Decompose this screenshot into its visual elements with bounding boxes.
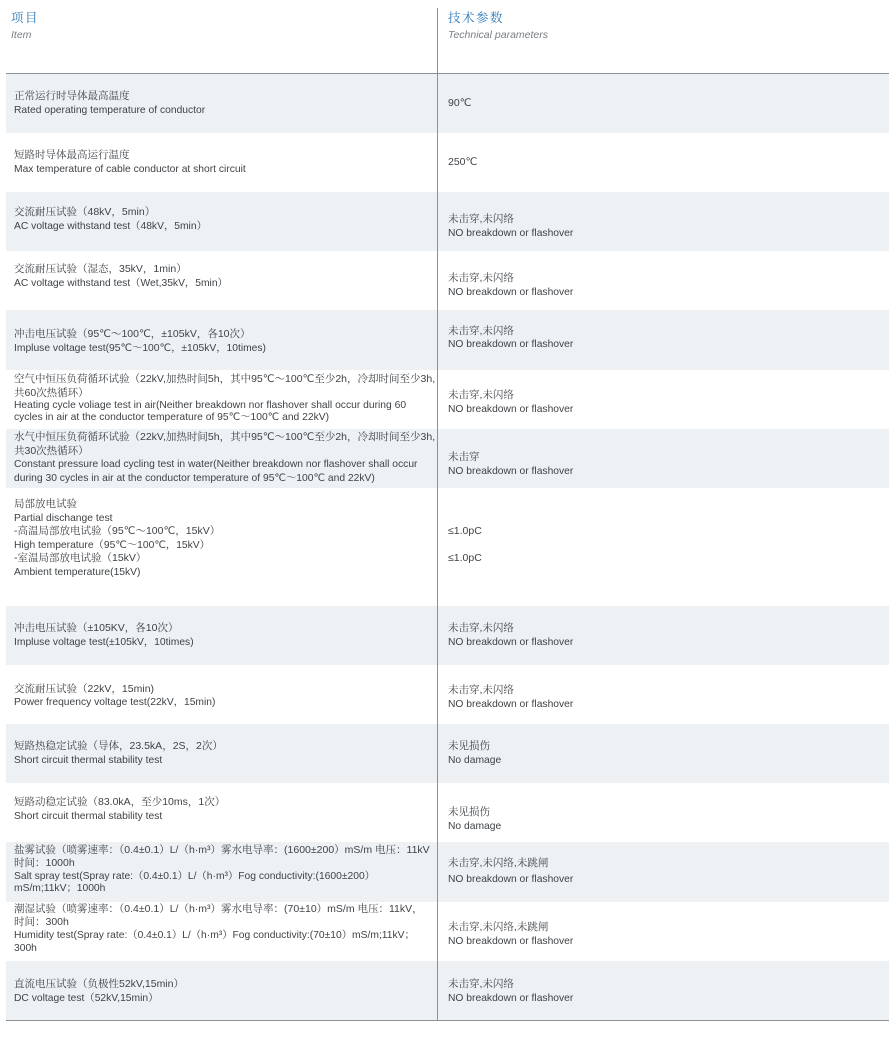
item-text: Ambient temperature(15kV) bbox=[14, 566, 141, 578]
item-text: Heating cycle voliage test in air(Neither breakdown nor flashover shall occur during 60 bbox=[14, 400, 407, 411]
param-header-en: Technical parameters bbox=[448, 29, 548, 41]
item-text: Humidity test(Spray rate:（0.4±0.1）L/（h·m³）Fog conductivity:(70±10）mS/m;11kV； bbox=[14, 929, 415, 941]
item-header-en: Item bbox=[11, 29, 32, 41]
param-cell bbox=[448, 902, 886, 961]
param-cell bbox=[448, 192, 886, 251]
item-cell bbox=[14, 488, 439, 606]
item-text: Constant pressure load cycling test in water(Neither breakdown nor flashover shall occur bbox=[14, 459, 418, 470]
param-text: NO breakdown or flashover bbox=[448, 403, 574, 415]
item-text: Salt spray test(Spray rate:（0.4±0.1）L/（h·m³）Fog conductivity:(1600±200） bbox=[14, 870, 375, 882]
item-text: Rated operating temperature of conductor bbox=[14, 104, 206, 116]
table-row bbox=[6, 133, 889, 192]
item-cell bbox=[14, 783, 439, 842]
item-text: 直流电压试验（负极性52kV,15min） bbox=[14, 978, 184, 990]
param-cell bbox=[448, 429, 886, 488]
item-text: Impluse voltage test(95℃～100℃，±105kV，10times) bbox=[14, 342, 266, 354]
param-text: 未击穿,未闪络 bbox=[448, 684, 514, 696]
item-text: mS/m;11kV；1000h bbox=[14, 883, 106, 894]
param-text: 未击穿,未闪络 bbox=[448, 213, 514, 225]
table-bottom-border bbox=[6, 1020, 889, 1021]
item-text: 水气中恒压负荷循环试验（22kV,加热时间5h，其中95℃～100℃至少2h，冷却时间至少3h, bbox=[14, 431, 436, 443]
table-row bbox=[6, 310, 889, 370]
param-text: 未击穿,未闪络 bbox=[448, 978, 514, 990]
param-cell bbox=[448, 133, 886, 192]
param-text: No damage bbox=[448, 820, 502, 832]
item-text: 交流耐压试验（48kV，5min） bbox=[14, 206, 156, 218]
item-text: 冲击电压试验（95℃～100℃，±105kV，各10次） bbox=[14, 328, 251, 340]
item-text: AC voltage withstand test（48kV，5min） bbox=[14, 220, 207, 232]
item-text: AC voltage withstand test（Wet,35kV，5min） bbox=[14, 277, 228, 289]
table-row bbox=[6, 665, 889, 724]
param-cell bbox=[448, 665, 886, 724]
param-header-zh: 技术参数 bbox=[448, 11, 505, 25]
item-cell bbox=[14, 133, 439, 192]
param-cell bbox=[448, 310, 886, 370]
item-cell bbox=[14, 251, 439, 310]
item-text: 交流耐压试验（22kV，15min) bbox=[14, 682, 155, 695]
param-text: NO breakdown or flashover bbox=[448, 935, 574, 947]
item-text: 盐雾试验（喷雾速率：（0.4±0.1）L/（h·m³）雾水电导率：(1600±200）mS/m 电压：11kV bbox=[14, 844, 430, 856]
item-cell bbox=[14, 961, 439, 1020]
param-text: 未击穿,未闪络,未跳闸 bbox=[448, 921, 549, 933]
param-text: NO breakdown or flashover bbox=[448, 465, 574, 477]
param-text: 未击穿,未闪络 bbox=[448, 324, 514, 337]
table-row bbox=[6, 842, 889, 902]
spacer bbox=[448, 539, 886, 552]
item-text: during 30 cycles in air at the conductor temperature of 95℃～100℃ and 22kV) bbox=[14, 472, 375, 484]
item-text: Power frequency voltage test(22kV，15min) bbox=[14, 697, 216, 708]
param-text: NO breakdown or flashover bbox=[448, 286, 574, 298]
param-text: ≤1.0pC bbox=[448, 551, 482, 564]
item-cell bbox=[14, 370, 439, 429]
item-text: 短路热稳定试验（导体，23.5kA，2S，2次） bbox=[14, 740, 223, 752]
item-header-zh: 项目 bbox=[11, 11, 40, 25]
table-row bbox=[6, 429, 889, 488]
param-text: NO breakdown or flashover bbox=[448, 874, 574, 885]
item-text: 局部放电试验 bbox=[14, 498, 77, 510]
param-text: 未击穿,未闪络,未跳闸 bbox=[448, 857, 549, 869]
param-text: 未击穿,未闪络 bbox=[448, 622, 514, 634]
item-cell bbox=[14, 902, 439, 961]
param-cell bbox=[448, 783, 886, 842]
item-text: 短路动稳定试验（83.0kA，至少10ms，1次） bbox=[14, 796, 226, 808]
item-text: 冲击电压试验（±105KV，各10次） bbox=[14, 622, 179, 634]
table-row bbox=[6, 74, 889, 133]
param-text: NO breakdown or flashover bbox=[448, 992, 574, 1004]
table-row bbox=[6, 961, 889, 1020]
param-text: ≤1.0pC bbox=[448, 525, 482, 537]
table-row bbox=[6, 724, 889, 783]
param-column-header bbox=[448, 10, 548, 42]
param-cell bbox=[448, 606, 886, 665]
param-cell bbox=[448, 251, 886, 310]
table-header bbox=[0, 0, 895, 73]
item-text: Max temperature of cable conductor at short circuit bbox=[14, 163, 246, 175]
item-text: Short circuit thermal stability test bbox=[14, 754, 163, 766]
item-cell bbox=[14, 310, 439, 370]
item-text: 共60次热循环） bbox=[14, 386, 89, 399]
param-text: No damage bbox=[448, 754, 502, 766]
item-text: -室温局部放电试验（15kV） bbox=[14, 552, 147, 564]
table-row bbox=[6, 370, 889, 429]
item-cell bbox=[14, 665, 439, 724]
column-divider bbox=[437, 8, 438, 1020]
item-text: DC voltage test（52kV,15min） bbox=[14, 992, 159, 1004]
item-cell bbox=[14, 74, 439, 133]
item-text: Short circuit thermal stability test bbox=[14, 810, 163, 822]
param-text: NO breakdown or flashover bbox=[448, 636, 574, 648]
param-text: NO breakdown or flashover bbox=[448, 339, 574, 350]
item-text: -高温局部放电试验（95℃～100℃，15kV） bbox=[14, 525, 221, 537]
item-text: 共30次热循环） bbox=[14, 444, 89, 457]
param-text: 未见损伤 bbox=[448, 740, 490, 752]
param-text: 未击穿,未闪络 bbox=[448, 272, 514, 284]
param-text: 250℃ bbox=[448, 155, 478, 168]
table-row bbox=[6, 783, 889, 842]
item-cell bbox=[14, 192, 439, 251]
param-text: 90℃ bbox=[448, 96, 472, 109]
param-text: 未见损伤 bbox=[448, 806, 490, 818]
table-row bbox=[6, 902, 889, 961]
param-cell bbox=[448, 842, 886, 902]
table-row bbox=[6, 488, 889, 606]
item-text: Partial dischange test bbox=[14, 512, 113, 524]
item-cell bbox=[14, 842, 439, 902]
param-text: 未击穿,未闪络 bbox=[448, 389, 514, 401]
param-cell bbox=[448, 74, 886, 133]
item-cell bbox=[14, 606, 439, 665]
param-text: NO breakdown or flashover bbox=[448, 698, 574, 710]
item-text: High temperature（95℃～100℃，15kV） bbox=[14, 539, 210, 551]
item-text: 空气中恒压负荷循环试验（22kV,加热时间5h，其中95℃～100℃至少2h，冷却时间至少3h, bbox=[14, 373, 436, 385]
item-text: 时间：300h bbox=[14, 915, 69, 928]
item-text: 正常运行时导体最高温度 bbox=[14, 90, 130, 102]
item-text: 交流耐压试验（湿态，35kV，1min） bbox=[14, 263, 187, 275]
table-row bbox=[6, 251, 889, 310]
item-text: 300h bbox=[14, 943, 37, 954]
item-text: Impluse voltage test(±105kV，10times) bbox=[14, 636, 194, 648]
item-text: cycles in air at the conductor temperature of 95℃～100℃ and 22kV) bbox=[14, 412, 330, 423]
table-row bbox=[6, 192, 889, 251]
param-cell bbox=[448, 370, 886, 429]
param-text: NO breakdown or flashover bbox=[448, 227, 574, 239]
item-text: 时间：1000h bbox=[14, 856, 75, 869]
item-column-header bbox=[11, 10, 39, 42]
item-text: 潮湿试验（喷雾速率：（0.4±0.1）L/（h·m³）雾水电导率：(70±10）mS/m 电压：11kV， bbox=[14, 903, 423, 915]
param-cell bbox=[448, 724, 886, 783]
item-cell bbox=[14, 429, 439, 488]
param-text: 未击穿 bbox=[448, 451, 480, 463]
item-cell bbox=[14, 724, 439, 783]
item-text: 短路时导体最高运行温度 bbox=[14, 149, 130, 161]
table-row bbox=[6, 606, 889, 665]
param-cell bbox=[448, 961, 886, 1020]
param-cell bbox=[448, 488, 886, 606]
